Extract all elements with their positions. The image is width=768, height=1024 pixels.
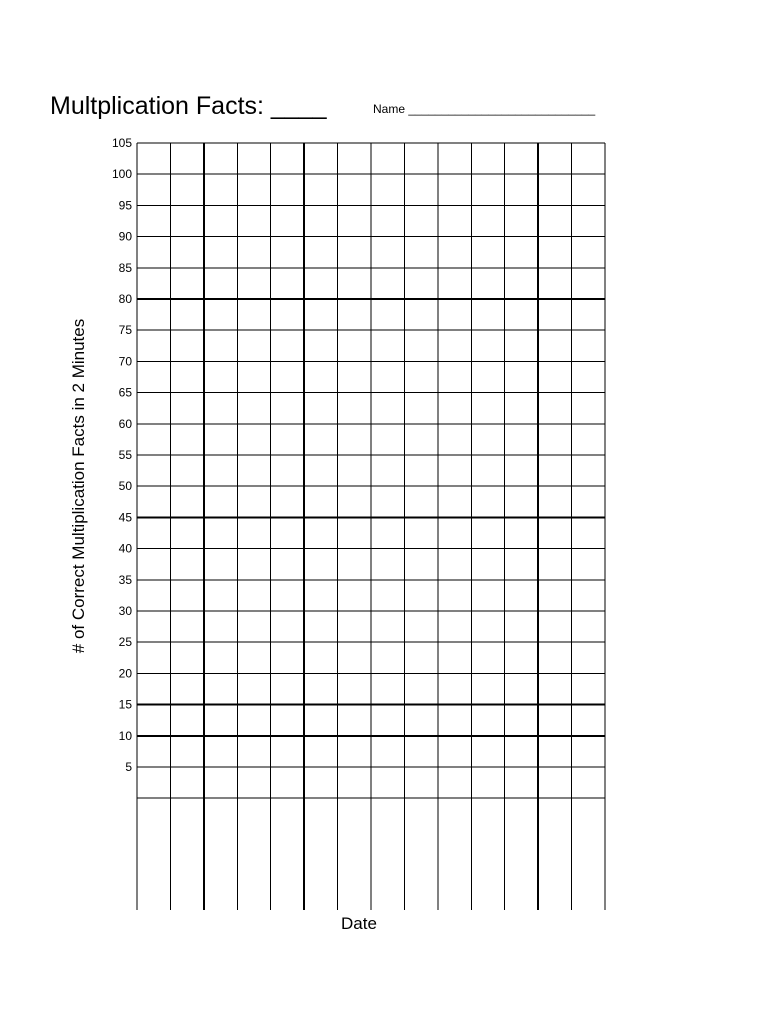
y-tick-label: 15	[118, 697, 132, 712]
y-tick-label: 75	[118, 323, 132, 338]
y-tick-label: 100	[111, 167, 132, 182]
y-tick-label: 55	[118, 448, 132, 462]
y-tick-label: 5	[125, 760, 132, 774]
y-tick-label: 90	[118, 229, 132, 244]
y-tick-label: 25	[118, 635, 132, 650]
y-tick-label: 10	[118, 728, 132, 743]
y-tick-label: 95	[118, 198, 132, 213]
y-axis-ticks	[112, 136, 132, 774]
y-tick-label: 50	[118, 479, 132, 494]
y-axis-title: # of Correct Multiplication Facts in 2 Minutes	[69, 318, 88, 654]
y-tick-label: 80	[118, 292, 132, 306]
chart-grid	[137, 143, 605, 910]
x-axis-title: Date	[341, 914, 377, 933]
y-tick-label: 30	[118, 604, 132, 618]
y-tick-label: 70	[118, 354, 132, 369]
y-tick-label: 60	[118, 416, 132, 431]
y-tick-label: 105	[111, 136, 132, 150]
y-tick-label: 40	[118, 541, 132, 556]
name-field[interactable]: Name ____________________________	[373, 102, 596, 116]
worksheet-title: Multplication Facts: ____	[50, 92, 327, 120]
y-tick-label: 45	[118, 510, 132, 525]
y-tick-label: 65	[118, 385, 132, 400]
y-tick-label: 20	[118, 666, 132, 681]
y-tick-label: 85	[118, 260, 132, 275]
y-tick-label: 35	[118, 572, 132, 587]
